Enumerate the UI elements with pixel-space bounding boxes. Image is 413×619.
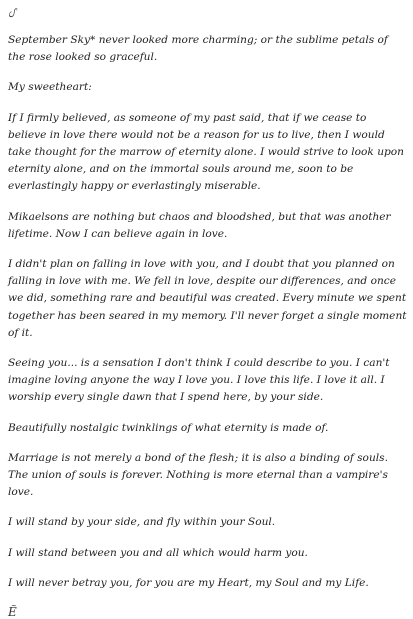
letter-paragraph-falling-in-love: I didn't plan on falling in love with you, and I doubt that you planned on falling in love with me. We fell in love, despite our differences, and once we did, something rare and beautiful was created. Every minute we spent together has been seared in my memory. I'll never forget a single moment of it. xyxy=(8,258,407,339)
letter-vow-stand-between: I will stand between you and all which would harm you. xyxy=(8,546,308,559)
letter-vow-stand-by-side: I will stand by your side, and fly within your Soul. xyxy=(8,516,276,529)
top-ornament-glyph: ᦔ xyxy=(8,6,15,20)
letter-page xyxy=(8,6,408,619)
letter-paragraph-seeing-you: Seeing you... is a sensation I don't think I could describe to you. I can't imagine loving anyone the way I love you. I love this life. I love it all. I worship every single dawn that I spend here, by your side. xyxy=(8,357,390,404)
letter-salutation: My sweetheart: xyxy=(8,81,92,94)
letter-paragraph-marriage: Marriage is not merely a bond of the flesh; it is also a binding of souls. The union of souls is forever. Nothing is more eternal than a vampire's love. xyxy=(8,451,388,499)
letter-paragraph-opening: September Sky* never looked more charming; or the sublime petals of the rose looked so graceful. xyxy=(8,34,388,64)
closing-glyph: Ẽ xyxy=(8,605,17,619)
letter-vow-never-betray: I will never betray you, for you are my Heart, my Soul and my Life. xyxy=(8,576,369,589)
letter-paragraph-mikaelsons: Mikaelsons are nothing but chaos and bloodshed, but that was another lifetime. Now I can believe again in love. xyxy=(8,210,391,240)
letter-paragraph-eternity: Beautifully nostalgic twinklings of what eternity is made of. xyxy=(8,421,329,434)
letter-paragraph-belief: If I firmly believed, as someone of my past said, that if we cease to believe in love there would not be a reason for us to live, then I would take thought for the marrow of eternity alone. I would strive to look upon eternity alone, and on the immortal souls around me, soon to be everlastingly happy or everlastingly miserable. xyxy=(8,111,405,193)
